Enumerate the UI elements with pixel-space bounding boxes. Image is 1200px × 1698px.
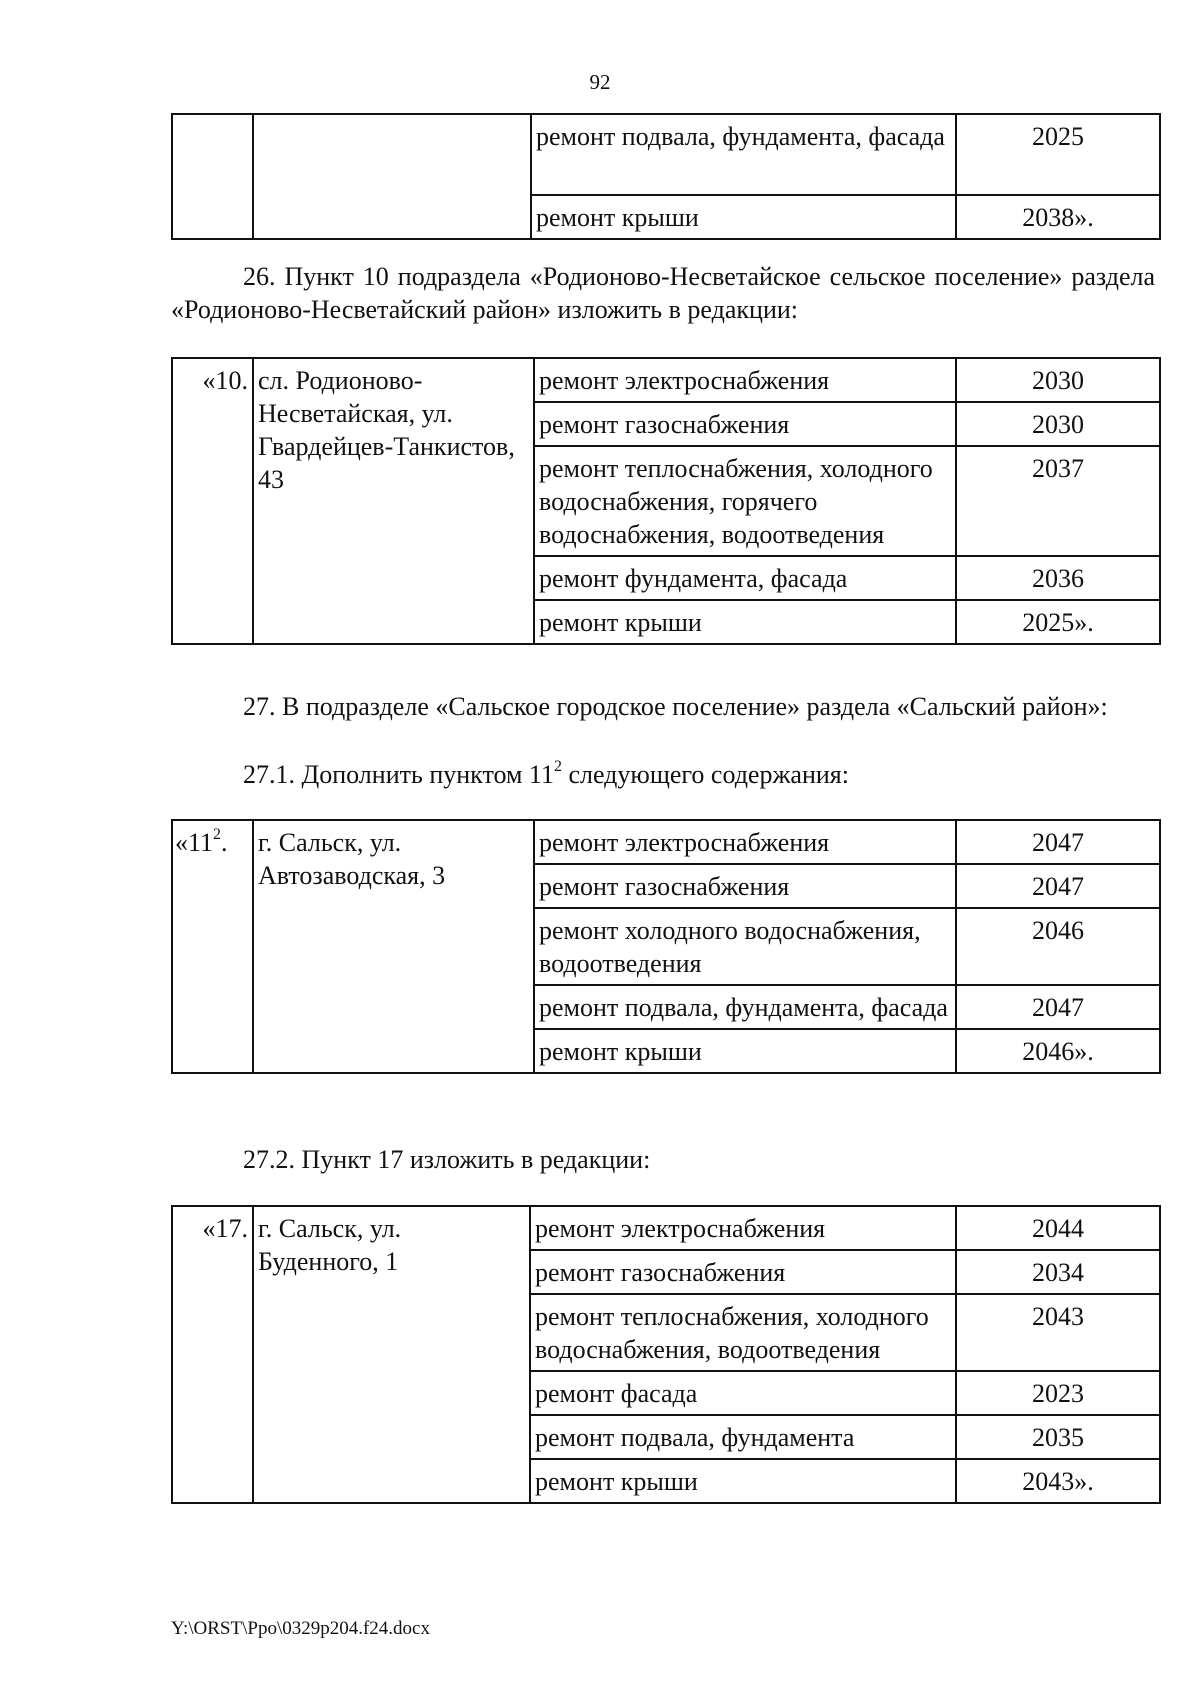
- work-cell: ремонт крыши: [530, 1459, 956, 1503]
- paragraph-27: 27. В подразделе «Сальское городское поселение» раздела «Сальский район»:: [243, 692, 1108, 721]
- work-cell: ремонт электроснабжения: [530, 1206, 956, 1250]
- paragraph-27-1: [243, 758, 849, 791]
- item-number-suffix: .: [221, 828, 228, 857]
- paragraph-26: 26. Пункт 10 подраздела «Родионово-Несветайское сельское поселение» раздела «Родионово-Несветайский район» изложить в редакции:: [171, 262, 1155, 324]
- work-cell: ремонт электроснабжения: [534, 358, 956, 402]
- paragraph-27-1-text: 27.1. Дополнить пунктом 11: [243, 760, 554, 789]
- work-cell: ремонт газоснабжения: [530, 1250, 956, 1294]
- year-cell: 2038».: [956, 195, 1160, 239]
- year-cell: 2037: [956, 446, 1160, 556]
- table-item-10: [171, 357, 1161, 645]
- year-cell: 2043».: [956, 1459, 1160, 1503]
- work-cell: ремонт подвала, фундамента, фасада: [531, 114, 956, 195]
- year-cell: 2047: [956, 985, 1160, 1029]
- year-cell: 2044: [956, 1206, 1160, 1250]
- work-cell: ремонт крыши: [534, 1029, 956, 1073]
- item-number-cell: [172, 820, 253, 1073]
- year-cell: 2023: [956, 1371, 1160, 1415]
- paragraph-27-1-text-end: следующего содержания:: [561, 760, 849, 789]
- superscript: 2: [553, 758, 562, 776]
- work-cell: ремонт теплоснабжения, холодного водоснабжения, горячего водоснабжения, водоотведения: [534, 446, 956, 556]
- work-cell: ремонт крыши: [534, 600, 956, 644]
- item-number-cell: «17.: [172, 1206, 253, 1503]
- table-continuation: [171, 113, 1161, 240]
- work-cell: ремонт крыши: [531, 195, 956, 239]
- work-cell: ремонт фасада: [530, 1371, 956, 1415]
- year-cell: 2046».: [956, 1029, 1160, 1073]
- address-cell: сл. Родионово-Несветайская, ул. Гвардейцев-Танкистов, 43: [253, 358, 534, 644]
- year-cell: 2030: [956, 402, 1160, 446]
- year-cell: 2046: [956, 908, 1160, 985]
- year-cell: 2030: [956, 358, 1160, 402]
- work-cell: ремонт газоснабжения: [534, 402, 956, 446]
- file-path-footer: Y:\ORST\Ppo\0329p204.f24.docx: [171, 1618, 430, 1639]
- table-row: [172, 358, 1160, 402]
- year-cell: 2025: [956, 114, 1160, 195]
- work-cell: ремонт подвала, фундамента, фасада: [534, 985, 956, 1029]
- work-cell: ремонт электроснабжения: [534, 820, 956, 864]
- year-cell: 2047: [956, 864, 1160, 908]
- address-cell: [253, 114, 531, 239]
- address-cell: г. Сальск, ул. Буденного, 1: [253, 1206, 530, 1503]
- year-cell: 2043: [956, 1294, 1160, 1371]
- superscript: 2: [213, 826, 222, 844]
- table-row: [172, 820, 1160, 864]
- address-cell: г. Сальск, ул. Автозаводская, 3: [253, 820, 534, 1073]
- work-cell: ремонт теплоснабжения, холодного водоснабжения, водоотведения: [530, 1294, 956, 1371]
- year-cell: 2025».: [956, 600, 1160, 644]
- page-number: 92: [589, 70, 611, 94]
- work-cell: ремонт газоснабжения: [534, 864, 956, 908]
- year-cell: 2036: [956, 556, 1160, 600]
- table-item-17: [171, 1205, 1161, 1504]
- item-number-cell: [172, 114, 253, 239]
- year-cell: 2034: [956, 1250, 1160, 1294]
- year-cell: 2035: [956, 1415, 1160, 1459]
- work-cell: ремонт фундамента, фасада: [534, 556, 956, 600]
- item-number: «11: [175, 828, 214, 857]
- year-cell: 2047: [956, 820, 1160, 864]
- work-cell: ремонт подвала, фундамента: [530, 1415, 956, 1459]
- work-cell: ремонт холодного водоснабжения, водоотведения: [534, 908, 956, 985]
- table-item-11-2: [171, 819, 1161, 1074]
- table-row: [172, 114, 1160, 195]
- table-row: [172, 1206, 1160, 1250]
- paragraph-27-2: 27.2. Пункт 17 изложить в редакции:: [243, 1145, 651, 1174]
- item-number-cell: «10.: [172, 358, 253, 644]
